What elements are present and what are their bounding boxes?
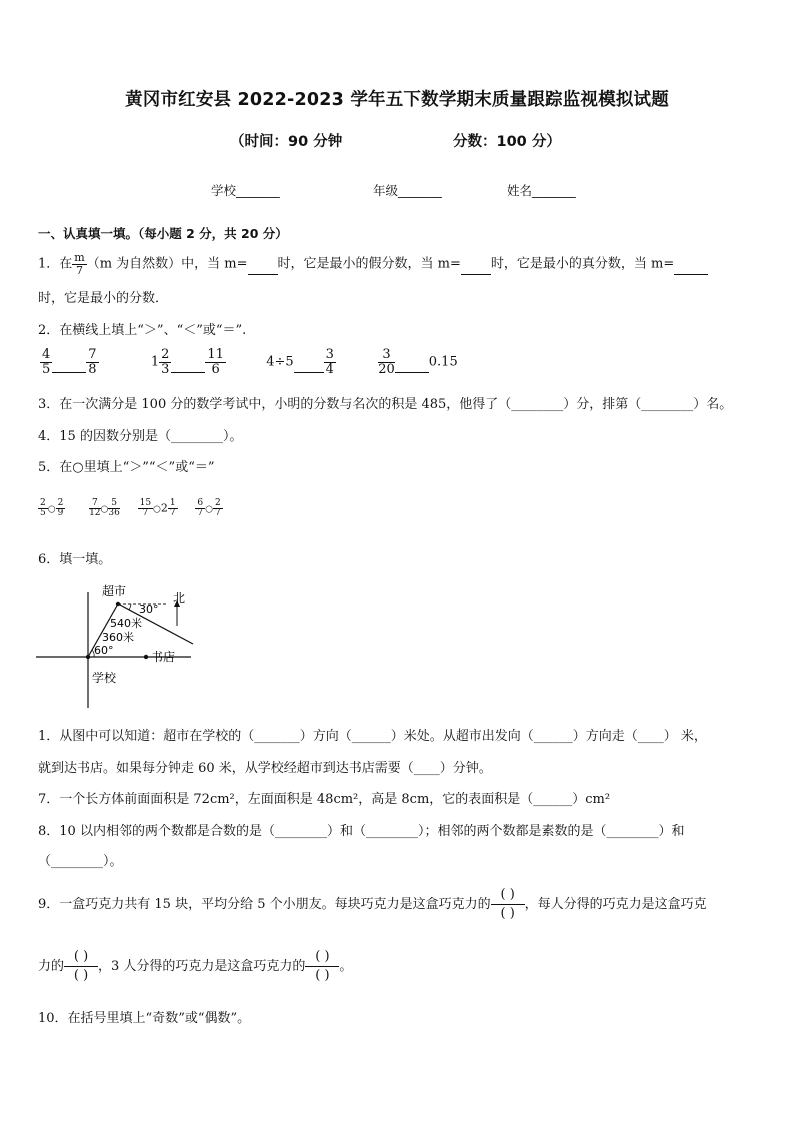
distance-360-label: 360米: [102, 631, 134, 644]
q9-fraction-2[interactable]: ( ) ( ): [64, 948, 98, 985]
question-10: 10．在括号里填上“奇数”或“偶数”。: [38, 1011, 251, 1026]
q6-stem: 6．填一填。: [38, 552, 112, 567]
q1-fraction: [72, 252, 86, 276]
q1-text-b: 时，它是最小的假分数，当 m=: [277, 256, 461, 272]
q1-blank-1[interactable]: [248, 256, 278, 275]
map-diagram: [36, 580, 236, 710]
q1-frac-den: 7: [76, 263, 83, 277]
question-3: 3．在一次满分是 100 分的数学考试中，小明的分数与名次的积是 485，他得了（________）分，排第（________）名。: [38, 397, 733, 412]
exam-time: （时间：90 分钟: [230, 134, 343, 150]
q1-frac-num: m: [74, 251, 85, 264]
question-1: [38, 252, 708, 276]
q5-item-2-right-fraction: $\frac{5}{36}$: [108, 498, 120, 519]
question-7: 7．一个长方体前面面积是 72cm²，左面面积是 48cm²，高是 8cm，它的表面积是（______）cm²: [38, 792, 611, 807]
q5-item-3-whole: 2: [160, 501, 168, 515]
q9-line-1: [38, 886, 707, 923]
q9-text-c: 力的: [38, 959, 65, 974]
q9-text-b: ，每人分得的巧克力是这盒巧克: [524, 897, 707, 912]
q1-blank-2[interactable]: [461, 256, 491, 275]
q1-blank-3[interactable]: [674, 256, 708, 275]
q2-item-4-tail: 0.15: [428, 354, 458, 370]
angle-60-label: 60°: [94, 644, 114, 657]
q2-item-1-right-fraction: $\frac{7}{8}$: [88, 347, 97, 377]
name-field: 姓名_______: [507, 183, 576, 198]
q6-line-2: 就到达书店。如果每分钟走 60 米，从学校经超市到达书店需要（____）分钟。: [38, 761, 492, 776]
q1-pre: 1．在: [38, 256, 73, 272]
q2-item-2-right-fraction: $\frac{11}{6}$: [207, 347, 224, 377]
q2-item-2-whole: 1: [150, 354, 160, 370]
q2-blank-2[interactable]: [171, 354, 205, 373]
q5-items: [38, 499, 223, 519]
section-heading: 一、认真填一填。（每小题 2 分，共 20 分）: [38, 226, 288, 241]
q5-circle-4[interactable]: ○: [205, 504, 213, 515]
school-field: 学校_______: [211, 183, 280, 198]
q5-item-4-left-fraction: $\frac{6}{7}$: [197, 498, 204, 519]
q9-fraction-3[interactable]: ( ) ( ): [305, 948, 339, 985]
q5-circle-1[interactable]: ○: [47, 504, 56, 515]
q9-line-2: [38, 948, 352, 985]
q9-text-d: ，3 人分得的巧克力是这盒巧克力的: [98, 959, 306, 974]
q9-text-e: 。: [339, 959, 353, 974]
bookstore-label: 书店: [151, 650, 176, 664]
page-title: 黄冈市红安县 2022-2023 学年五下数学期末质量跟踪监视模拟试题: [125, 90, 669, 110]
q5-circle-2[interactable]: ○: [100, 504, 109, 515]
bookstore-point: [144, 655, 148, 659]
q2-item-3-right-fraction: $\frac{3}{4}$: [325, 347, 334, 377]
q2-stem: 2．在横线上填上“＞”、“＜”或“＝”.: [38, 323, 247, 338]
q2-blank-3[interactable]: [294, 354, 324, 373]
q2-item-1-left-fraction: $\frac{4}{5}$: [42, 347, 51, 377]
q2-blank-1[interactable]: [52, 354, 86, 373]
exam-score: 分数：100 分）: [453, 134, 561, 150]
supermarket-label: 超市: [102, 584, 127, 598]
q1-text-c: 时，它是最小的真分数，当 m=: [490, 256, 675, 272]
supermarket-point: [116, 602, 120, 606]
q8-line-1: 8．10 以内相邻的两个数都是合数的是（________）和（________）；相邻的两个数都是素数的是（________）和: [38, 824, 685, 839]
school-point: [86, 655, 90, 659]
question-4: 4．15 的因数分别是（________）。: [38, 429, 243, 444]
q2-item-2-left-fraction: $\frac{2}{3}$: [161, 347, 170, 377]
school-label: 学校: [92, 671, 117, 685]
angle-30-label: 30°: [139, 603, 159, 616]
q5-item-1-left-fraction: $\frac{2}{5}$: [40, 498, 46, 519]
q9-text-a: 9．一盒巧克力共有 15 块，平均分给 5 个小朋友。每块巧克力是这盒巧克力的: [38, 897, 491, 912]
north-label: 北: [173, 591, 186, 605]
distance-540-label: 540米: [110, 617, 142, 630]
q2-items: [40, 348, 458, 376]
q5-circle-3[interactable]: ○: [153, 504, 161, 515]
q5-stem: 5．在○里填上“＞”“＜”或“＝”: [38, 460, 215, 475]
q6-line-1: 1．从图中可以知道：超市在学校的（_______）方向（______）米处。从超市出发向（______）方向走（____） 米，: [38, 729, 707, 744]
angle-30-arc: [129, 604, 131, 610]
q5-item-4-right-fraction: $\frac{2}{7}$: [214, 498, 221, 519]
q5-item-3-right-fraction: $\frac{1}{7}$: [169, 498, 176, 519]
q8-line-2: （________）。: [38, 854, 123, 869]
q5-item-2-left-fraction: $\frac{7}{12}$: [89, 498, 101, 519]
grade-field: 年级_______: [373, 183, 442, 198]
q2-item-4-left-fraction: $\frac{3}{20}$: [378, 347, 395, 377]
q2-blank-4[interactable]: [395, 354, 429, 373]
q5-item-1-right-fraction: $\frac{2}{9}$: [57, 498, 64, 519]
q2-item-3-lead: 4÷5: [266, 354, 294, 370]
q9-fraction-1[interactable]: ( ) ( ): [491, 886, 525, 923]
q1-line-2: 时，它是最小的分数．: [38, 291, 169, 306]
q5-item-3-left-fraction: $\frac{15}{7}$: [139, 498, 152, 519]
q1-text-a: （m 为自然数）中，当 m=: [86, 256, 248, 272]
